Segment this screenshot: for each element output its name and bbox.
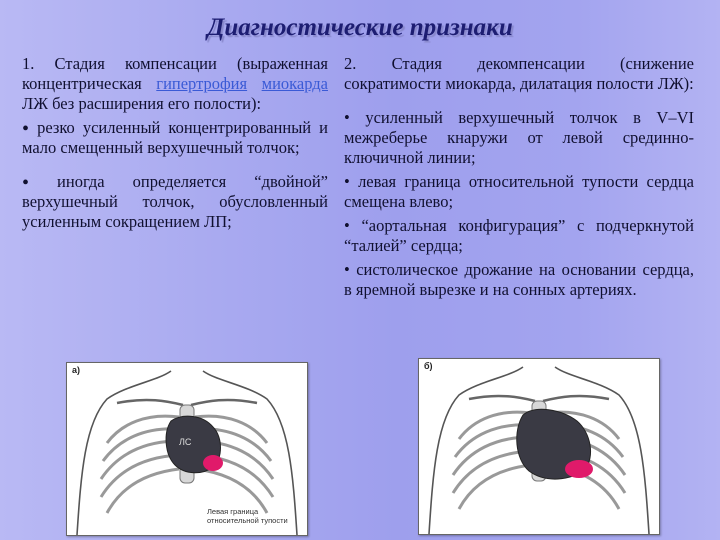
left-bullet-1 <box>22 118 328 158</box>
left-bullet-2 <box>22 172 328 232</box>
figure-a-letter: а) <box>72 365 81 375</box>
bullet-icon: • <box>344 216 350 235</box>
hypertrophy-link[interactable]: гипертрофия <box>156 74 248 93</box>
right-bullet-3 <box>344 216 694 256</box>
chest-figure-compensation <box>66 362 308 536</box>
right-bullet-4-text: систолическое дрожание на основании сердца, в яремной вырезке и на сонных артериях. <box>344 260 695 299</box>
right-bullet-1-text: усиленный верхушечный толчок в V–VI межреберье кнаружи от левой срединно-ключичной линии; <box>344 108 695 167</box>
right-bullet-2-text: левая граница относительной тупости сердца смещена влево; <box>344 172 694 211</box>
bullet-icon: • <box>22 118 30 140</box>
figure-a-caption: Левая граница относительной тупости <box>207 507 288 525</box>
myocardium-link[interactable]: миокарда <box>261 74 328 93</box>
right-bullet-2 <box>344 172 694 212</box>
right-bullet-1 <box>344 108 694 168</box>
bullet-icon: • <box>344 260 350 279</box>
bullet-icon: • <box>344 172 350 191</box>
left-stage-text: 1. Стадия компенсации (выраженная концентрическая <box>22 54 328 93</box>
left-stage-tail: ЛЖ без расширения его полости): <box>22 94 262 113</box>
right-stage-heading: 2. Стадия декомпенсации (снижение сократимости миокарда, дилатация полости ЛЖ): <box>344 54 694 93</box>
left-column <box>22 54 328 232</box>
right-bullet-3-text: “аортальная конфигурация” с подчеркнутой “талией” сердца; <box>344 216 695 255</box>
heart-mark-ls: ЛС <box>179 437 192 447</box>
page-title: Диагностические признаки <box>207 14 513 41</box>
right-column <box>344 54 694 300</box>
chest-figure-decompensation <box>418 358 660 535</box>
chest-illustration-b <box>419 359 659 534</box>
bullet-icon: • <box>22 172 30 194</box>
figure-b-letter: б) <box>424 361 433 371</box>
left-bullet-1-text: резко усиленный концентрированный и мало смещенный верхушечный толчок; <box>22 118 328 157</box>
left-bullet-2-text: иногда определяется “двойной” верхушечный толчок, обусловленный усиленным сокращением ЛП; <box>22 172 328 231</box>
left-stage-heading <box>22 54 328 114</box>
bullet-icon: • <box>344 108 350 127</box>
right-bullet-4 <box>344 260 694 300</box>
